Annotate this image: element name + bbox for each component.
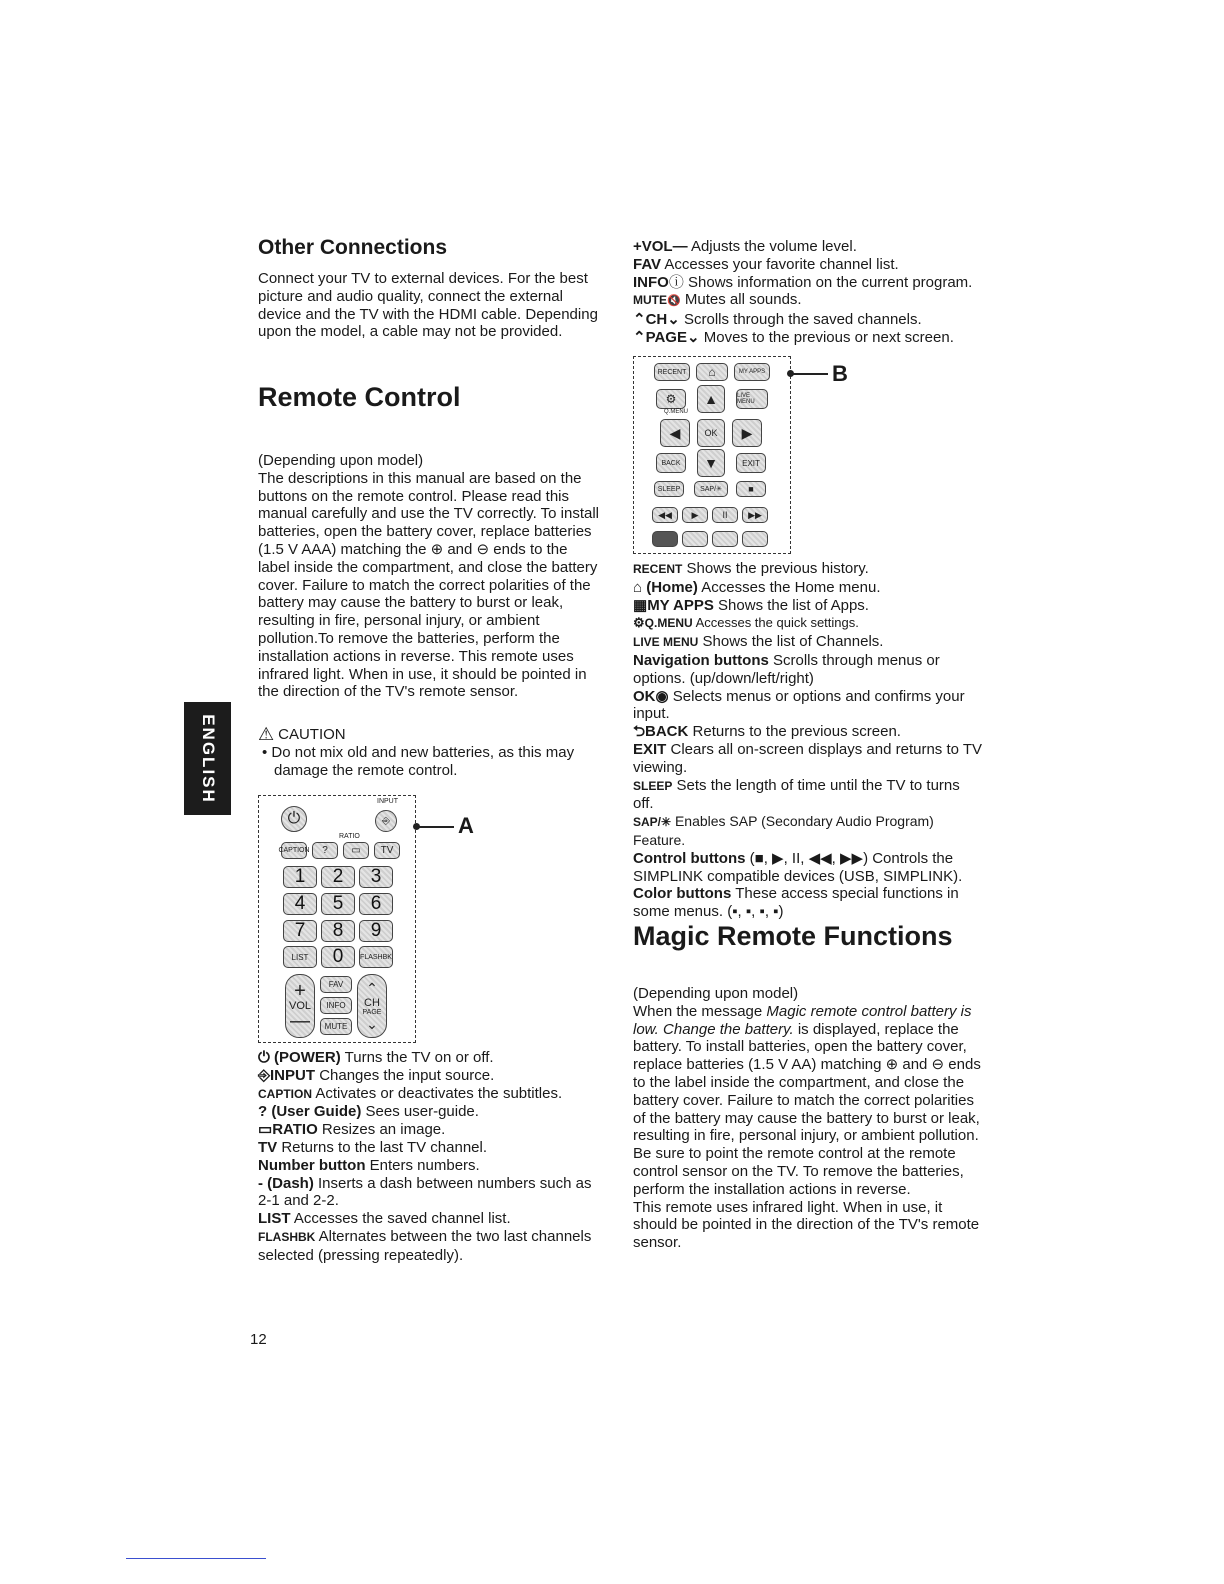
page-label: PAGE: [362, 1008, 382, 1016]
description-item: LIVE MENU Shows the list of Channels.: [633, 633, 884, 651]
right-top-descriptions: [633, 238, 983, 347]
number-button: 7: [283, 920, 317, 942]
gear-icon: ⚙: [656, 389, 686, 409]
ratio-label: RATIO: [339, 833, 360, 840]
ratio-icon: ▭: [258, 1121, 273, 1139]
footer-rule: [126, 1558, 266, 1559]
description-item: ⎆INPUT Changes the input source.: [258, 1066, 495, 1084]
number-button: 4: [283, 893, 317, 915]
number-button: 3: [359, 866, 393, 888]
live-menu-button: LIVE MENU: [736, 389, 768, 409]
language-tab: ENGLISH: [184, 702, 231, 815]
number-button: 6: [359, 893, 393, 915]
description-item: OK◉ Selects menus or options and confirms your input.: [633, 687, 965, 723]
minus-icon: —: [290, 1010, 310, 1032]
apps-grid-icon: ▦: [633, 596, 648, 614]
input-icon: ⎆: [258, 1066, 271, 1084]
vol-rocker: [285, 974, 315, 1038]
right-arrow-icon: ▶: [732, 419, 762, 447]
pause-icon: II: [712, 507, 738, 523]
description-item: Navigation buttons Scrolls through menus or options. (up/down/left/right): [633, 651, 940, 687]
info-icon: ⓘ: [668, 273, 684, 291]
description-item: SAP/✳ Enables SAP (Secondary Audio Program) Feature.: [633, 813, 934, 848]
description-item: Number button Enters numbers.: [258, 1156, 480, 1174]
number-button: 0: [321, 946, 355, 968]
callout-line: [418, 826, 454, 828]
chevron-up-icon: ⌃: [633, 311, 646, 329]
ch-rocker: [357, 974, 387, 1038]
color-button-yellow: [712, 531, 738, 547]
home-icon: ⌂: [696, 363, 728, 381]
left-arrow-icon: ◀: [660, 419, 690, 447]
paragraph: When the message Magic remote control battery is low. Change the battery. is displayed, replace the battery. To install batteries, open the battery cover, replace batteries (1.5 V AA) matching ⊕ and ⊖ ends to the label inside the compartment, and close the battery cover. Failure to match the correct polarities of the battery may cause the battery to burst or leak, resulting in fire, personal injury, or ambient pollution. Be sure to point the remote control at the remote control sensor on the TV. To remove the batteries, perform the installation actions in reverse.: [633, 1002, 981, 1198]
magic-remote-section: [633, 921, 983, 1252]
chevron-down-icon: ⌄: [366, 1015, 378, 1032]
power-icon: ⏻: [281, 806, 307, 832]
color-button-blue: [742, 531, 768, 547]
warning-icon: ⚠: [258, 724, 275, 745]
description-item: - (Dash) Inserts a dash between numbers such as 2-1 and 2-2.: [258, 1174, 592, 1210]
description-item: MUTE🔇 Mutes all sounds.: [633, 291, 802, 309]
description-item: ⏻ (POWER) Turns the TV on or off.: [258, 1049, 494, 1066]
description-item: RECENT Shows the previous history.: [633, 560, 869, 577]
paragraph: This remote uses infrared light. When in use, it should be pointed in the direction of the TV's remote sensor.: [633, 1198, 980, 1252]
caution-heading: [258, 726, 603, 744]
chevron-down-icon: ⌄: [667, 311, 680, 329]
caution-label: CAUTION: [278, 726, 346, 744]
color-button-red: [652, 531, 678, 547]
paragraph: The descriptions in this manual are based on the buttons on the remote control. Please read this manual carefully and use the TV correctly. To install batteries, open the battery cover, replace batteries (1.5 V AAA) matching the ⊕ and ⊖ ends to the label inside the compartment, and close the battery cover. Failure to match the correct polarities of the battery may cause the battery to burst or leak, resulting in fire, personal injury, or ambient pollution.To remove the batteries, perform the installation actions in reverse. This remote uses infrared light. When in use, it should be pointed in the direction of the TV's remote sensor.: [258, 469, 600, 701]
depending-note: (Depending upon model): [633, 985, 799, 1002]
user-guide-icon: ?: [312, 842, 338, 859]
home-icon: ⌂: [633, 578, 643, 596]
flashbk-button: FLASHBK: [359, 946, 393, 968]
mute-icon: 🔇: [667, 295, 681, 308]
input-label: INPUT: [377, 798, 398, 805]
sleep-button: SLEEP: [654, 481, 684, 497]
up-arrow-icon: ▲: [697, 385, 725, 413]
description-item: INFOⓘ Shows information on the current program.: [633, 273, 973, 291]
caution-item: • Do not mix old and new batteries, as this may damage the remote control.: [262, 743, 575, 779]
section-title: Remote Control: [258, 382, 461, 412]
chevron-down-icon: ⌄: [686, 328, 700, 346]
page-number: 12: [250, 1331, 267, 1348]
exit-button: EXIT: [736, 453, 766, 473]
ok-icon: ◉: [655, 687, 669, 705]
section-title: Other Connections: [258, 236, 448, 259]
chevron-up-icon: ⌃: [366, 979, 378, 996]
section-title: Magic Remote Functions: [633, 921, 953, 951]
callout-line: [792, 373, 828, 375]
ratio-icon: ▭: [343, 842, 369, 859]
description-item: ▦MY APPS Shows the list of Apps.: [633, 596, 869, 614]
my-apps-button: MY APPS: [734, 363, 770, 381]
remote-diagram-a: [258, 795, 416, 1043]
down-arrow-icon: ▼: [697, 449, 725, 477]
user-guide-icon: ?: [258, 1103, 268, 1121]
number-button: 8: [321, 920, 355, 942]
back-icon: ⮌: [633, 723, 646, 741]
description-item: ⌃CH⌄ Scrolls through the saved channels.: [633, 311, 922, 329]
depending-note: (Depending upon model): [258, 452, 424, 469]
description-item: Color buttons These access special functions in some menus. (▪, ▪, ▪, ▪): [633, 885, 959, 921]
list-button: LIST: [283, 946, 317, 968]
caption-button: CAPTION: [281, 842, 307, 859]
back-button: BACK: [656, 453, 686, 473]
description-item: TV Returns to the last TV channel.: [258, 1138, 488, 1156]
recent-button: RECENT: [654, 363, 690, 381]
other-connections-section: [258, 236, 603, 341]
q-menu-label: Q.MENU: [664, 409, 688, 415]
paragraph: Connect your TV to external devices. For the best picture and audio quality, connect the external device and the TV with the HDMI cable. Depending upon the model, a cable may not be provided.: [258, 270, 598, 341]
stop-icon: ■: [736, 481, 766, 497]
callout-label-a: A: [458, 813, 474, 838]
callout-label-b: B: [832, 361, 848, 386]
fav-button: FAV: [320, 976, 352, 993]
description-item: ⮌BACK Returns to the previous screen.: [633, 723, 901, 741]
tv-button: TV: [374, 842, 400, 859]
description-item: SLEEP Sets the length of time until the TV to turns off.: [633, 776, 960, 813]
description-item: LIST Accesses the saved channel list.: [258, 1210, 511, 1228]
right-descriptions: [633, 560, 983, 921]
remote-diagram-b: [633, 356, 791, 554]
description-item: +VOL— Adjusts the volume level.: [633, 238, 857, 255]
remote-control-section: [258, 382, 603, 780]
description-item: ⚙Q.MENU Accesses the quick settings.: [633, 615, 859, 631]
fast-forward-icon: ▶▶: [742, 507, 768, 523]
description-item: EXIT Clears all on-screen displays and returns to TV viewing.: [633, 740, 983, 776]
number-button: 2: [321, 866, 355, 888]
sap-button: SAP/✳: [694, 481, 728, 497]
vol-label: VOL: [288, 1000, 311, 1012]
description-item: ▭RATIO Resizes an image.: [258, 1121, 446, 1139]
number-button: 9: [359, 920, 393, 942]
rewind-icon: ◀◀: [652, 507, 678, 523]
power-icon: ⏻: [258, 1049, 270, 1066]
description-item: Control buttons (■, ▶, II, ◀◀, ▶▶) Controls the SIMPLINK compatible devices (USB, SIMPLINK).: [633, 849, 963, 885]
description-item: FLASHBK Alternates between the two last channels selected (pressing repeatedly).: [258, 1227, 592, 1264]
play-icon: ▶: [682, 507, 708, 523]
input-icon: ⎆: [375, 810, 397, 832]
description-item: ⌂ (Home) Accesses the Home menu.: [633, 578, 881, 596]
description-item: ? (User Guide) Sees user-guide.: [258, 1103, 479, 1121]
gear-icon: ⚙: [633, 615, 645, 631]
chevron-up-icon: ⌃: [633, 328, 646, 346]
number-button: 1: [283, 866, 317, 888]
mute-button: MUTE: [320, 1018, 352, 1035]
plus-icon: +: [294, 980, 306, 1002]
ch-label: CH: [364, 996, 380, 1009]
color-button-green: [682, 531, 708, 547]
ok-button: OK: [697, 419, 725, 447]
number-button: 5: [321, 893, 355, 915]
description-item: CAPTION Activates or deactivates the subtitles.: [258, 1084, 563, 1102]
description-item: ⌃PAGE⌄ Moves to the previous or next screen.: [633, 328, 954, 346]
description-item: FAV Accesses your favorite channel list.: [633, 255, 899, 273]
left-descriptions: [258, 1049, 603, 1265]
info-button: INFO: [320, 997, 352, 1014]
